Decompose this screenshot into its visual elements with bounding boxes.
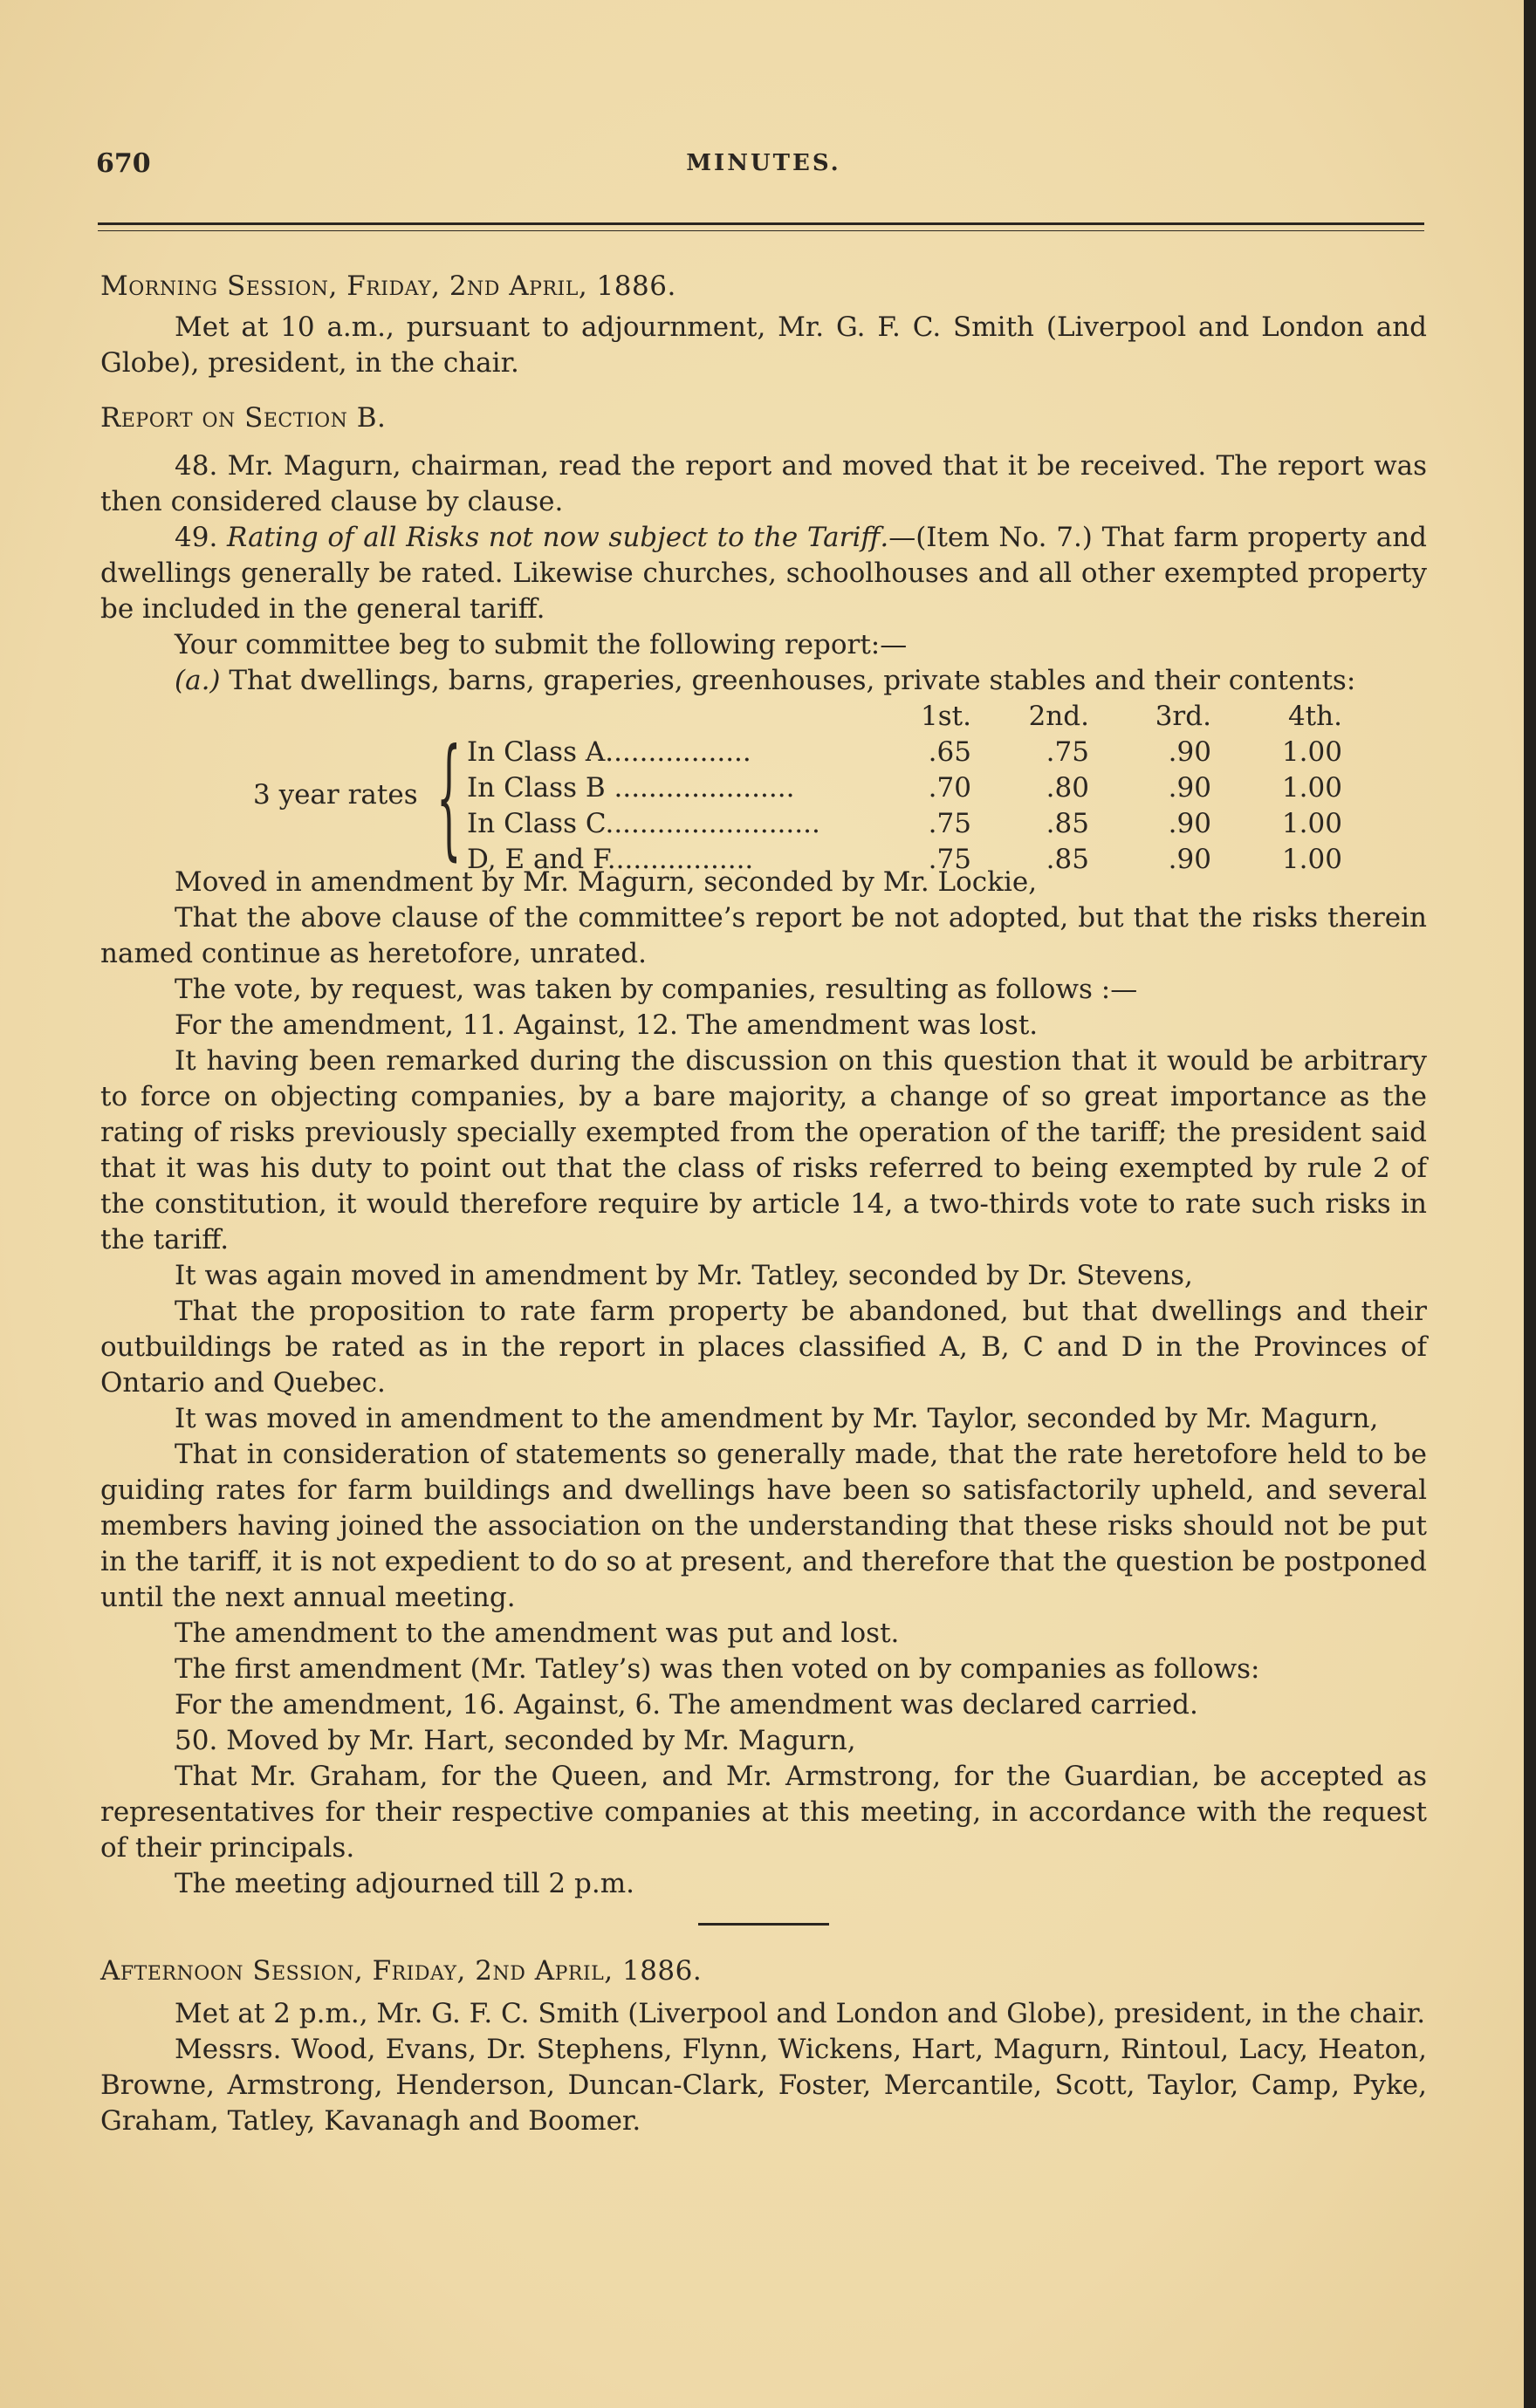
rates-grid	[467, 699, 1342, 878]
rates-row-label: In Class B .....................	[467, 772, 795, 804]
page-edge	[1524, 0, 1536, 2408]
section-divider	[698, 1923, 829, 1926]
rate-cell: 1.00	[1281, 844, 1342, 875]
running-title: MINUTES.	[686, 150, 841, 176]
rate-cell: .75	[928, 844, 971, 875]
minutes-paragraph: 50. Moved by Mr. Hart, seconded by Mr. Magurn,	[175, 1725, 856, 1756]
clause-a	[100, 663, 1427, 699]
rate-cell: .90	[1168, 772, 1211, 804]
minutes-paragraph: It having been remarked during the discussion on this question that it would be arbitrary to force on objecting companies, by a bare majority, a change of so great importance as the rating of risks previously specially exempted from the operation of the tariff; the president said that it was his duty to point out that the class of risks referred to being exempted by rule 2 of the constitution, it would therefore require by article 14, a two-thirds vote to rate such risks in the tariff.	[100, 1045, 1427, 1255]
minutes-paragraph: The meeting adjourned till 2 p.m.	[175, 1868, 634, 1899]
rate-cell: .65	[928, 736, 971, 768]
rate-cell: .85	[1046, 808, 1089, 839]
page-body	[100, 269, 1427, 2139]
minutes-paragraph: It was moved in amendment to the amendment by Mr. Taylor, seconded by Mr. Magurn,	[175, 1403, 1379, 1434]
minutes-paragraph: The first amendment (Mr. Tatley’s) was then voted on by companies as follows:	[175, 1653, 1260, 1685]
minutes-paragraph: For the amendment, 11. Against, 12. The amendment was lost.	[175, 1009, 1039, 1041]
paragraph-49	[100, 520, 1427, 627]
report-heading: Report on Section B.	[100, 402, 387, 434]
minutes-paragraph: For the amendment, 16. Against, 6. The amendment was declared carried.	[175, 1689, 1198, 1720]
minutes-paragraph: That in consideration of statements so generally made, that the rate heretofore held to be guiding rates for farm buildings and dwellings have been so satisfactorily upheld, and several members having joined the association on the understanding that these risks should not be put in the tariff, it is not expedient to do so at present, and therefore that the question be postponed until the next annual meeting.	[100, 1439, 1427, 1613]
clause-a-text: That dwellings, barns, graperies, greenhouses, private stables and their contents:	[220, 665, 1356, 696]
minutes-paragraph: The vote, by request, was taken by companies, resulting as follows :—	[175, 974, 1138, 1005]
page-header	[96, 148, 1431, 192]
rate-cell: .90	[1168, 736, 1211, 768]
rates-row	[467, 770, 1342, 806]
minutes-paragraph: The amendment to the amendment was put and lost.	[175, 1618, 900, 1649]
column-header: 1st.	[921, 701, 971, 732]
rates-row-label: In Class A.................	[467, 736, 751, 768]
rate-cell: 1.00	[1281, 736, 1342, 768]
minutes-paragraph: That the proposition to rate farm property be abandoned, but that dwellings and their outbuildings be rated as in the report in places classified A, B, C and D in the Provinces of Ontario and Quebec.	[100, 1296, 1427, 1399]
rates-brace: {	[436, 722, 462, 873]
rate-cell: .80	[1046, 772, 1089, 804]
header-rule-thin	[98, 230, 1424, 231]
afternoon-session-heading: Afternoon Session, Friday, 2nd April, 1886.	[100, 1955, 703, 1987]
paragraph-49-title: Rating of all Risks not now subject to the Tariff.	[227, 522, 889, 553]
column-header: 3rd.	[1155, 701, 1211, 732]
minutes-paragraph: It was again moved in amendment by Mr. Tatley, seconded by Dr. Stevens,	[175, 1260, 1193, 1291]
rates-row-label: In Class C.........................	[467, 808, 820, 839]
minutes-paragraph: That Mr. Graham, for the Queen, and Mr. Armstrong, for the Guardian, be accepted as representatives for their respective companies at this meeting, in accordance with the request of their principals.	[100, 1761, 1427, 1864]
rate-cell: .85	[1046, 844, 1089, 875]
morning-session-heading: Morning Session, Friday, 2nd April, 1886.	[100, 270, 676, 302]
rate-cell: .75	[1046, 736, 1089, 768]
committee-report-intro: Your committee beg to submit the following report:—	[175, 629, 908, 660]
rate-cell: .90	[1168, 844, 1211, 875]
rates-table	[100, 699, 1427, 875]
paragraph-49-text: —(Item No. 7.) That farm property and dwellings generally be rated. Likewise churches, schoolhouses and all other exempted property be included in the general tariff.	[100, 522, 1428, 625]
rates-row	[467, 842, 1342, 878]
paragraph-48: 48. Mr. Magurn, chairman, read the report and moved that it be received. The report was then considered clause by clause.	[100, 450, 1427, 517]
rates-row-label: D, E and F.................	[467, 844, 754, 875]
header-rule-thick	[98, 222, 1424, 225]
column-header: 2nd.	[1028, 701, 1089, 732]
minutes-paragraph: Moved in amendment by Mr. Magurn, seconded by Mr. Lockie,	[175, 866, 1038, 898]
rates-row	[467, 806, 1342, 842]
morning-opening: Met at 10 a.m., pursuant to adjournment, Mr. G. F. C. Smith (Liverpool and London and Globe), president, in the chair.	[100, 311, 1427, 379]
paragraph-49-number: 49.	[175, 522, 218, 553]
page-number: 670	[96, 148, 151, 179]
clause-a-label: (a.)	[175, 665, 221, 696]
minutes-paragraph: That the above clause of the committee’s report be not adopted, but that the risks therein named continue as heretofore, unrated.	[100, 902, 1427, 969]
rates-header-row	[467, 699, 1342, 735]
column-header: 4th.	[1287, 701, 1342, 732]
rates-row	[467, 735, 1342, 770]
afternoon-opening: Met at 2 p.m., Mr. G. F. C. Smith (Liverpool and London and Globe), president, in the chair.	[175, 1998, 1426, 2029]
rate-cell: .75	[928, 808, 971, 839]
attendees-list: Messrs. Wood, Evans, Dr. Stephens, Flynn, Wickens, Hart, Magurn, Rintoul, Lacy, Heaton, Browne, Armstrong, Henderson, Duncan-Clark, Foster, Mercantile, Scott, Taylor, Camp, Pyke, Graham, Tatley, Kavanagh and Boomer.	[100, 2034, 1427, 2137]
rate-cell: 1.00	[1281, 772, 1342, 804]
rates-group-label: 3 year rates	[253, 779, 418, 811]
rate-cell: .90	[1168, 808, 1211, 839]
rate-cell: 1.00	[1281, 808, 1342, 839]
rate-cell: .70	[928, 772, 971, 804]
